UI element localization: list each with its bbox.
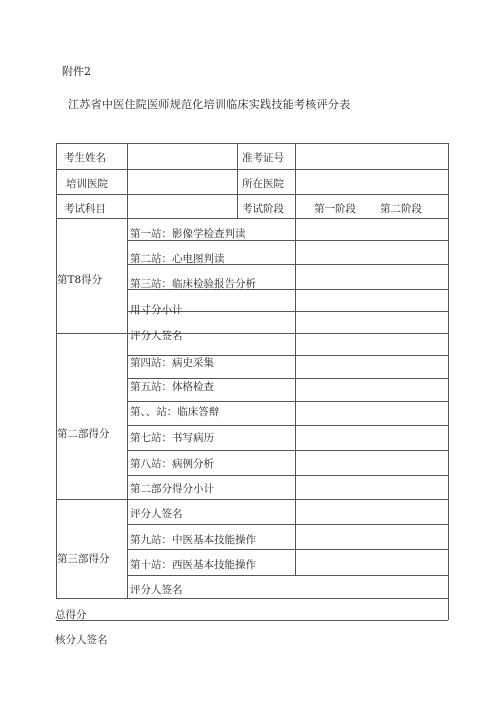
- table-line: [127, 425, 448, 426]
- table-line: [448, 143, 449, 620]
- table-line: [56, 143, 448, 144]
- table-line: [127, 575, 448, 576]
- part2-row: 第四站：病史采集: [130, 357, 214, 369]
- table-line: [56, 194, 448, 195]
- stage-one-label: 第一阶段: [314, 203, 356, 215]
- part2-label: 第二部得分: [57, 428, 110, 440]
- exam-id-label: 准考证号: [242, 152, 284, 164]
- part1-row: 第一站：影像学检查判读: [130, 228, 246, 240]
- table-line: [127, 450, 448, 451]
- table-line: [56, 333, 448, 334]
- table-line: [56, 598, 448, 599]
- part2-row: 第、、站：临床答辩: [130, 406, 220, 418]
- verifier-signature-label: 核分人签名: [55, 634, 108, 646]
- table-line: [127, 475, 448, 476]
- table-line: [127, 143, 128, 598]
- location-label: 所在医院: [242, 178, 284, 190]
- part1-row: 第三站：临床检验报告分析: [130, 278, 256, 290]
- hospital-label: 培训医院: [66, 178, 108, 190]
- table-line: [127, 401, 448, 402]
- subject-label: 考试科目: [64, 203, 106, 215]
- part3-row: 第十站：西医基本技能操作: [130, 559, 256, 571]
- table-line: [56, 218, 448, 219]
- part2-row: 第二部分得分小计: [130, 483, 214, 495]
- part2-row: 第八站：病例分析: [130, 458, 214, 470]
- part1-row: 第二站：心电图判读: [130, 253, 225, 265]
- part2-row: 第七站：书写病历: [130, 432, 214, 444]
- stage-two-label: 第二阶段: [380, 203, 422, 215]
- part2-row: 第五站：体格检查: [130, 381, 214, 393]
- total-score-label: 总得分: [55, 609, 87, 621]
- part3-row: 第九站：中医基本技能操作: [130, 534, 256, 546]
- part1-label: 第T8得分: [57, 274, 103, 286]
- table-line: [56, 620, 448, 621]
- part2-row: 评分人签名: [130, 508, 183, 520]
- table-line: [127, 524, 448, 525]
- part1-row: 用寸分小计: [130, 304, 183, 316]
- table-line: [127, 549, 448, 550]
- part1-row: 评分人签名: [130, 330, 183, 342]
- table-line: [295, 143, 296, 575]
- attachment-label: 附件2: [62, 65, 91, 78]
- table-line: [56, 499, 448, 500]
- part3-row: 评分人签名: [130, 584, 183, 596]
- table-line: [237, 143, 238, 218]
- table-line: [56, 169, 448, 170]
- part3-label: 第三部得分: [57, 553, 110, 565]
- page-title: 江苏省中医住院医师规范化培训临床实践技能考核评分表: [68, 98, 351, 111]
- stage-label: 考试阶段: [242, 203, 284, 215]
- name-label: 考生姓名: [64, 152, 106, 164]
- table-line: [56, 143, 57, 598]
